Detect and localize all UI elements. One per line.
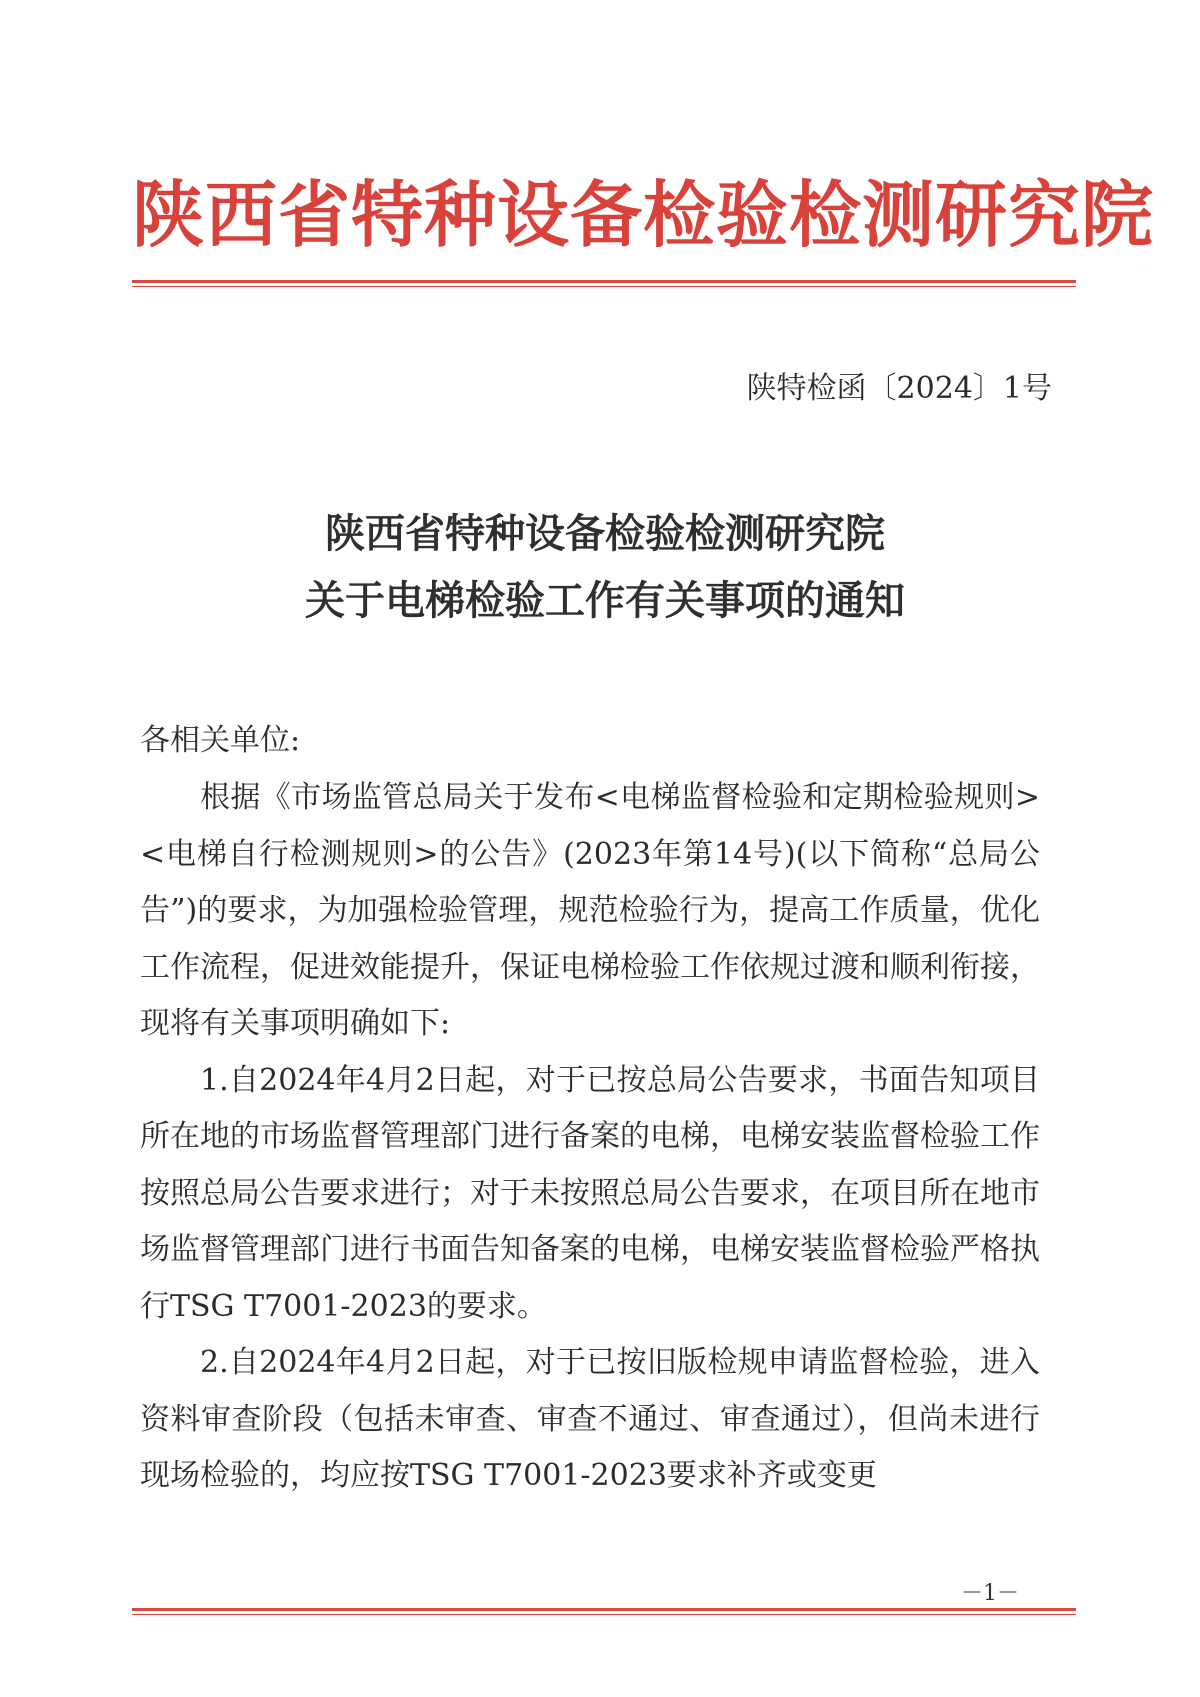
letterhead-rule-bottom xyxy=(132,286,1076,287)
document-number: 陕特检函〔2024〕1号 xyxy=(746,371,1052,406)
footer-rule-bottom xyxy=(132,1614,1076,1615)
letterhead-title: 陕西省特种设备检验检测研究院 xyxy=(132,173,1155,257)
footer-rule-top xyxy=(132,1608,1076,1611)
body-paragraph-item-2: 2.自2024年4月2日起，对于已按旧版检规申请监督检验，进入资料审查阶段（包括未审查、审查不通过、审查通过），但尚未进行现场检验的，均应按TSG T7001-2023要求补齐或变更 xyxy=(140,1345,1040,1493)
document-body xyxy=(140,770,1040,1505)
page-number: －1－ xyxy=(961,1581,1019,1606)
body-paragraph-intro: 根据《市场监管总局关于发布<电梯监督检验和定期检验规则><电梯自行检测规则>的公告》(2023年第14号)(以下简称“总局公告”)的要求，为加强检验管理，规范检验行为，提高工作质量，优化工作流程，促进效能提升，保证电梯检验工作依规过渡和顺利衔接，现将有关事项明确如下: xyxy=(140,780,1040,1041)
body-paragraph-item-1: 1.自2024年4月2日起，对于已按总局公告要求，书面告知项目所在地的市场监督管理部门进行备案的电梯，电梯安装监督检验工作按照总局公告要求进行；对于未按照总局公告要求，在项目所在地市场监督管理部门进行书面告知备案的电梯，电梯安装监督检验严格执行TSG T7001-2023的要求。 xyxy=(140,1062,1040,1324)
notice-title-line1: 陕西省特种设备检验检测研究院 xyxy=(325,511,885,557)
notice-title-line2: 关于电梯检验工作有关事项的通知 xyxy=(305,578,905,624)
letterhead-rule-top xyxy=(132,280,1076,283)
salutation: 各相关单位: xyxy=(140,723,301,758)
